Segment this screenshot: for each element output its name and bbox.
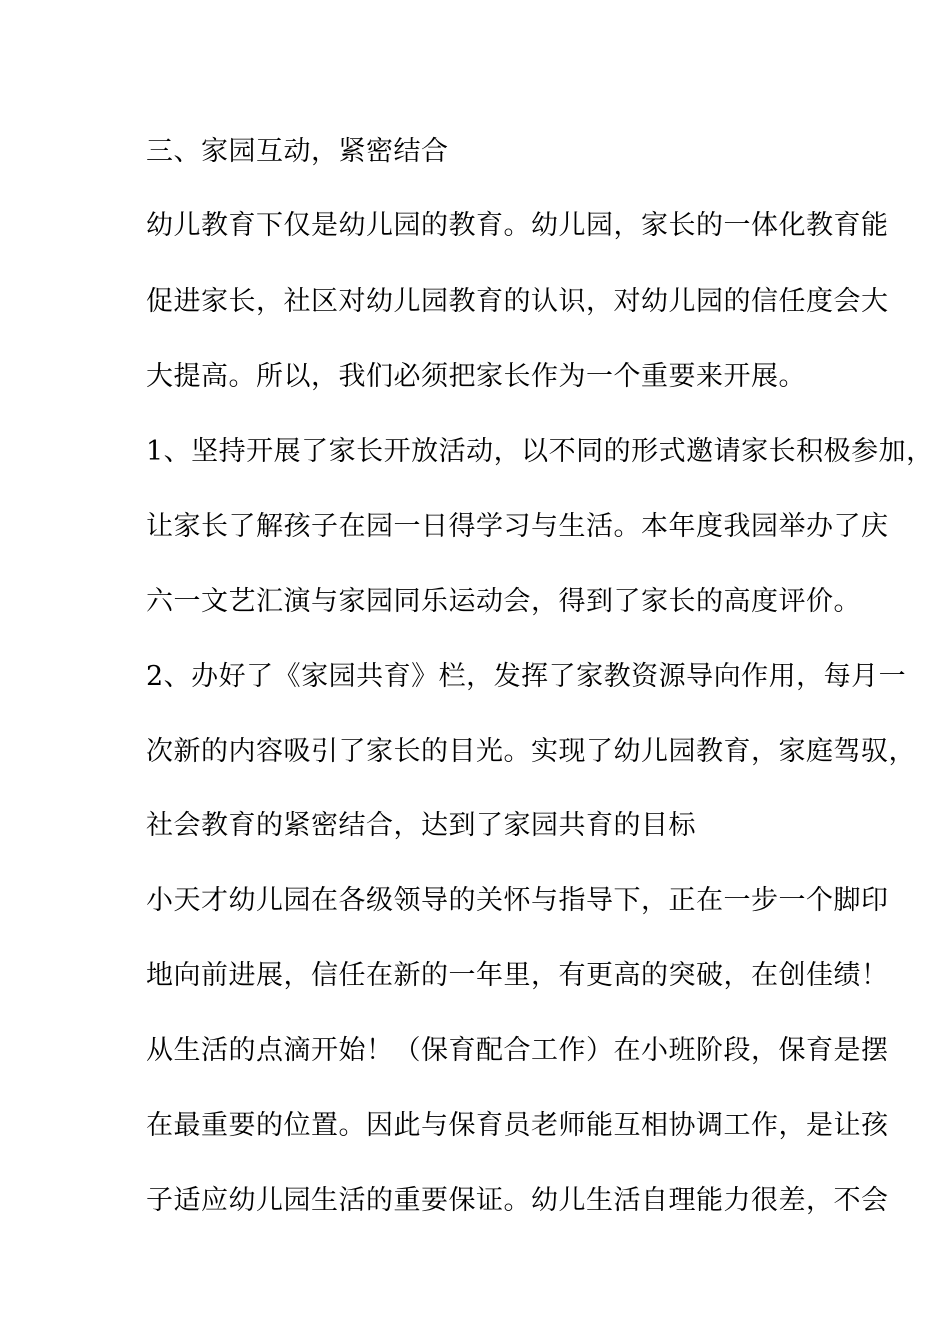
text-line: 子适应幼儿园生活的重要保证。幼儿生活自理能力很差，不会 [146, 1185, 889, 1216]
text-line: 让家长了解孩子在园一日得学习与生活。本年度我园举办了庆 [146, 511, 889, 542]
text-line: 小天才幼儿园在各级领导的关怀与指导下，正在一步一个脚印 [146, 885, 889, 916]
text-line: 促进家长，社区对幼儿园教育的认识，对幼儿园的信任度会大 [146, 286, 889, 317]
text-line: 幼儿教育下仅是幼儿园的教育。幼儿园，家长的一体化教育能 [146, 210, 889, 241]
text-line: 从生活的点滴开始！（保育配合工作）在小班阶段，保育是摆 [146, 1035, 889, 1066]
text-line: 1、坚持开展了家长开放活动，以不同的形式邀请家长积极参加， [146, 436, 934, 467]
text-line: 大提高。所以，我们必须把家长作为一个重要来开展。 [146, 361, 806, 392]
text-line: 在最重要的位置。因此与保育员老师能互相协调工作，是让孩 [146, 1110, 889, 1141]
text-line: 地向前进展，信任在新的一年里，有更高的突破，在创佳绩！ [146, 960, 889, 991]
text-line: 2、办好了《家园共育》栏，发挥了家教资源导向作用，每月一 [146, 661, 907, 692]
text-line: 六一文艺汇演与家园同乐运动会，得到了家长的高度评价。 [146, 586, 861, 617]
text-line: 次新的内容吸引了家长的目光。实现了幼儿园教育，家庭驾驭， [146, 736, 916, 767]
text-line: 社会教育的紧密结合，达到了家园共育的目标 [146, 810, 696, 841]
section-heading: 三、家园互动，紧密结合 [146, 136, 449, 167]
